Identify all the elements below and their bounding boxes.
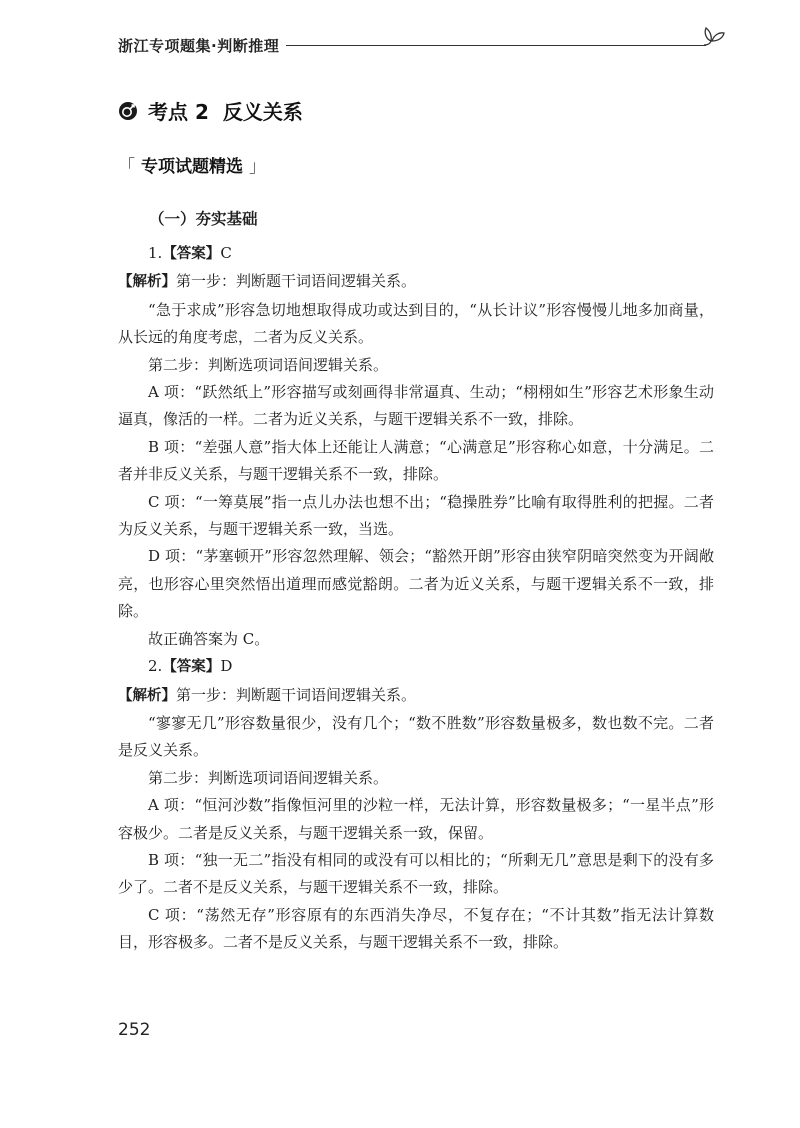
q2-answer: D xyxy=(220,657,233,676)
page-number: 252 xyxy=(118,1020,151,1040)
q2-step2: 第二步：判断选项词语间逻辑关系。 xyxy=(148,768,389,787)
subsection-title: 专项试题精选 xyxy=(141,157,243,177)
right-bracket: 」 xyxy=(249,157,266,177)
q1-step2: 第二步：判断选项词语间逻辑关系。 xyxy=(148,355,389,374)
target-icon xyxy=(118,101,138,121)
q2-stem: “寥寥无几”形容数量很少，没有几个；“数不胜数”形容数量极多，数也数不完。二者是反义关系。 xyxy=(118,713,714,760)
left-bracket: 「 xyxy=(118,157,135,177)
section-number: 考点 2 xyxy=(148,100,209,124)
q2-answer-line xyxy=(118,653,714,681)
q1-answer: C xyxy=(220,244,232,262)
q1-analysis-label: 【解析】 xyxy=(118,274,176,291)
sprout-icon xyxy=(700,24,726,48)
section-title xyxy=(118,96,303,125)
page-header xyxy=(0,0,800,60)
q1-option-a: A 项：“跃然纸上”形容描写或刻画得非常逼真、生动；“栩栩如生”形容艺术形象生动逼真，像活的一样。二者为近义关系，与题干逻辑关系不一致，排除。 xyxy=(118,383,714,429)
header-title: 浙江专项题集·判断推理 xyxy=(118,37,280,55)
q1-answer-label: 【答案】 xyxy=(162,246,221,262)
q2-step1: 第一步：判断题干词语间逻辑关系。 xyxy=(176,685,417,704)
body-content xyxy=(118,200,714,957)
q1-stem: “急于求成”形容急切地想取得成功或达到目的，“从长计议”形容慢慢儿地多加商量，从长远的角度考虑，二者为反义关系。 xyxy=(118,300,714,347)
section-name: 反义关系 xyxy=(222,100,303,124)
q1-option-c: C 项：“一筹莫展”指一点儿办法也想不出；“稳操胜券”比喻有取得胜利的把握。二者为反义关系，与题干逻辑关系一致，当选。 xyxy=(118,492,714,539)
header-rule xyxy=(286,45,706,46)
q1-step1: 第一步：判断题干词语间逻辑关系。 xyxy=(176,272,417,291)
q2-option-b: B 项：“独一无二”指没有相同的或没有可以相比的；“所剩无几”意思是剩下的没有多少了。二者不是反义关系，与题干逻辑关系不一致，排除。 xyxy=(118,850,714,897)
subsection-heading xyxy=(118,152,266,177)
q1-answer-line xyxy=(118,240,714,268)
q2-answer-label: 【答案】 xyxy=(162,659,221,676)
q1-analysis-line xyxy=(118,268,714,296)
q2-option-c: C 项：“荡然无存”形容原有的东西消失净尽，不复存在；“不计其数”指无法计算数目，形容极多。二者不是反义关系，与题干逻辑关系不一致，排除。 xyxy=(118,905,714,952)
q2-number: 2. xyxy=(148,657,163,676)
q1-number: 1. xyxy=(148,244,163,262)
q2-option-a: A 项：“恒河沙数”指像恒河里的沙粒一样，无法计算，形容数量极多；“一星半点”形容极少。二者是反义关系，与题干逻辑关系一致，保留。 xyxy=(118,796,714,842)
q1-option-b: B 项：“差强人意”指大体上还能让人满意；“心满意足”形容称心如意，十分满足。二者并非反义关系，与题干逻辑关系不一致，排除。 xyxy=(118,437,714,484)
q2-analysis-line xyxy=(118,682,714,710)
q1-option-d: D 项：“茅塞顿开”形容忽然理解、领会；“豁然开朗”形容由狭窄阴暗突然变为开阔敞亮，也形容心里突然悟出道理而感觉豁朗。二者为近义关系，与题干逻辑关系不一致，排除。 xyxy=(118,547,714,621)
part-title: （一）夯实基础 xyxy=(149,210,258,228)
q2-analysis-label: 【解析】 xyxy=(118,687,176,704)
q1-conclusion: 故正确答案为 C。 xyxy=(148,629,270,648)
